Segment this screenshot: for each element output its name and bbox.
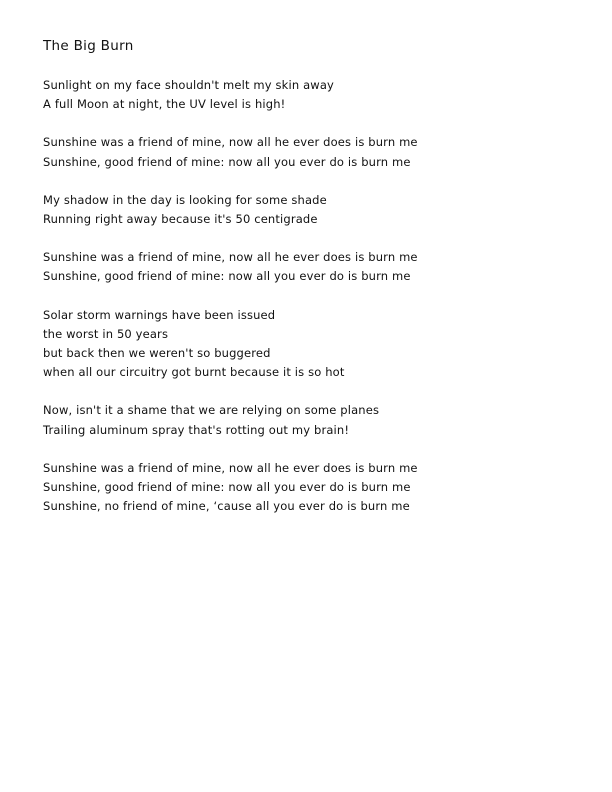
stanza-1 — [43, 76, 583, 114]
stanza-3 — [43, 191, 583, 229]
lyric-line: Sunshine, good friend of mine: now all you ever do is burn me — [43, 154, 411, 169]
lyric-line: A full Moon at night, the UV level is high! — [43, 97, 286, 112]
lyric-line: Sunlight on my face shouldn't melt my skin away — [43, 78, 334, 92]
lyric-line: Trailing aluminum spray that's rotting out my brain! — [43, 422, 350, 437]
lyric-line: Sunshine was a friend of mine, now all he ever does is burn me — [43, 460, 418, 475]
lyric-line: Sunshine, good friend of mine: now all you ever do is burn me — [43, 480, 411, 495]
page-title: The Big Burn — [43, 38, 134, 54]
lyric-line: Sunshine was a friend of mine, now all he ever does is burn me — [43, 250, 418, 265]
lyric-line: My shadow in the day is looking for some shade — [43, 192, 327, 207]
lyric-line: when all our circuitry got burnt because it is so hot — [43, 365, 345, 380]
lyric-line: Running right away because it's 50 centigrade — [43, 212, 318, 227]
lyric-line: Now, isn't it a shame that we are relying on some planes — [43, 403, 380, 418]
stanza-2-chorus — [43, 133, 583, 171]
stanza-6 — [43, 401, 583, 439]
lyric-line: Sunshine, good friend of mine: now all you ever do is burn me — [43, 269, 411, 284]
stanza-7-chorus — [43, 459, 583, 517]
lyric-line: Sunshine, no friend of mine, ‘cause all you ever do is burn me — [43, 499, 410, 514]
lyric-line: but back then we weren't so buggered — [43, 346, 271, 361]
stanza-4-chorus — [43, 248, 583, 286]
stanza-5 — [43, 306, 583, 383]
lyric-line: the worst in 50 years — [43, 326, 169, 341]
lyric-line: Solar storm warnings have been issued — [43, 307, 276, 322]
lyric-line: Sunshine was a friend of mine, now all he ever does is burn me — [43, 135, 418, 150]
document-page — [43, 36, 583, 535]
